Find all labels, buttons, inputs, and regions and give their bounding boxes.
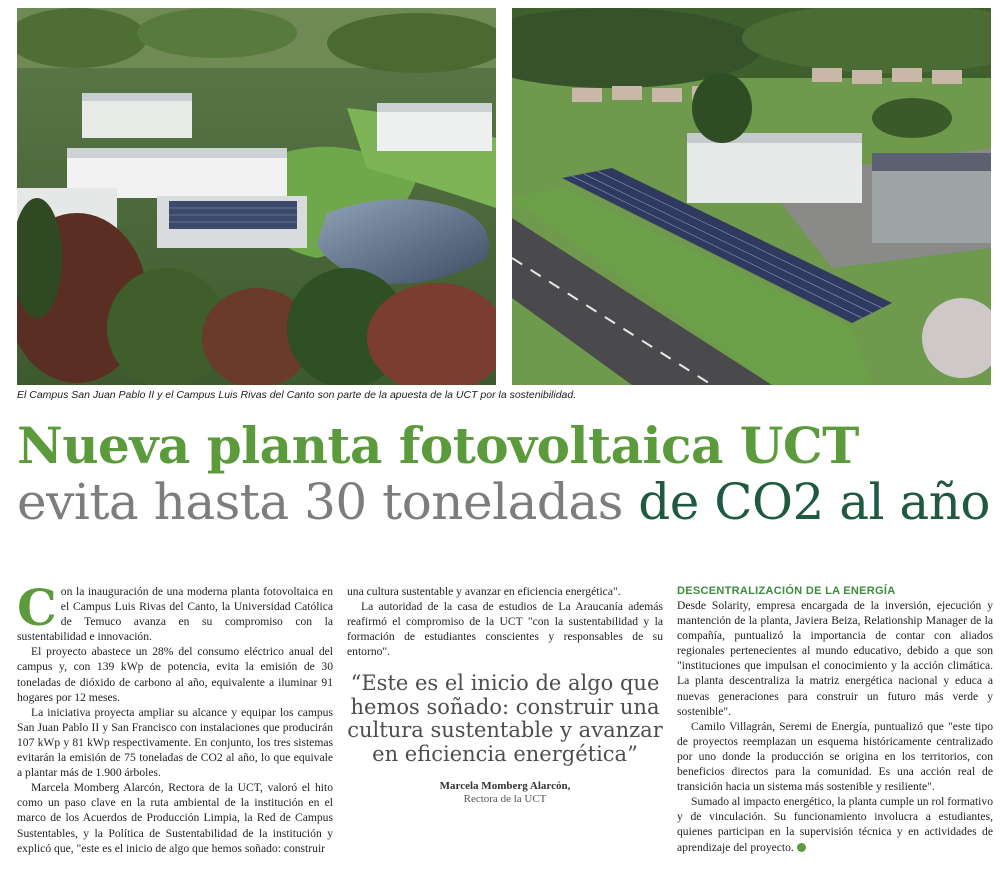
article-paragraph: Camilo Villagrán, Seremi de Energía, puntualizó que "este tipo de proyectos reemplazan un esquema históricamente centralizado por uno donde la producción se origina en los territorios, con beneficios directos para la comunidad. Es una acción real de transición hacia un sistema más sostenible y resiliente". (677, 719, 993, 794)
headline-part-3: de CO2 al año (638, 473, 991, 531)
solar-plant-aerial-photo (512, 8, 991, 385)
article-paragraph: Sumado al impacto energético, la planta cumple un rol formativo y de vinculación. Su funcionamiento involucra a estudiantes, quienes participan en la supervisión técnica y en actividades de aprendizaje del proyecto. (677, 795, 993, 854)
pull-quote-role: Rectora de la UCT (463, 793, 547, 805)
article-paragraph: El proyecto abastece un 28% del consumo eléctrico anual del campus y, con 139 kWp de potencia, evita la emisión de 30 toneladas de dióxido de carbono al año, equivalente a iluminar 91 hogares por 12 meses. (17, 645, 333, 704)
photo-caption: El Campus San Juan Pablo II y el Campus Luis Rivas del Canto son parte de la apuesta de la UCT por la sostenibilidad. (17, 389, 577, 401)
headline (17, 418, 992, 530)
pull-quote: “Este es el inicio de algo que hemos soñado: construir una cultura sustentable y avanzar en eficiencia energética” (347, 671, 663, 766)
pull-quote-author: Marcela Momberg Alarcón, (439, 780, 571, 792)
pull-quote-attribution (347, 780, 663, 806)
dropcap: C (17, 578, 57, 637)
article-column-1 (17, 578, 333, 856)
article-column-2 (347, 584, 663, 659)
article-paragraph: Marcela Momberg Alarcón, Rectora de la UCT, valoró el hito como un paso clave en la ruta ambiental de la institución en el marco de los Acuerdos de Producción Limpia, la Red de Campus Sustentables, y la Política de Sustentabilidad de la institución y explicó que, "este es el inicio de algo que hemos soñado: construir (17, 781, 333, 855)
article-paragraph: La autoridad de la casa de estudios de La Araucanía además reafirmó el compromiso de la UCT "con la sustentabilidad y la formación de estudiantes conscientes y responsables de su entorno". (347, 600, 663, 659)
article-paragraph: Con la inauguración de una moderna planta fotovoltaica en el Campus Luis Rivas del Canto, la Universidad Católica de Temuco avanza en su compromiso con la sustentabilidad e innovación. (17, 578, 333, 644)
article-paragraph: La iniciativa proyecta ampliar su alcance y equipar los campus San Juan Pablo II y San Francisco con instalaciones que producirán 107 kWp y 81 kWp respectivamente. En conjunto, los tres sistemas evitarán la emisión de 75 toneladas de CO2 al año, lo que equivale a plantar más de 1.900 árboles. (17, 705, 333, 780)
headline-part-2: evita hasta 30 toneladas (17, 473, 639, 531)
article-paragraph: Desde Solarity, empresa encargada de la inversión, ejecución y mantención de la planta, Javiera Beiza, Relationship Manager de la compañía, puntualizó la importancia de contar con aliados regionales pertenecientes al mundo educativo, debido a que son "instituciones que impulsan el conocimiento y la acción climática. La planta descentraliza la matriz energética nacional y educa a nuevas generaciones para construir un futuro más verde y sostenible". (677, 599, 993, 718)
headline-part-1: Nueva planta fotovoltaica UCT (17, 416, 859, 475)
end-mark-icon (797, 843, 806, 852)
section-heading: DESCENTRALIZACIÓN DE LA ENERGÍA (677, 585, 896, 597)
article-column-3 (677, 584, 993, 855)
article-paragraph: una cultura sustentable y avanzar en eficiencia energética". (347, 585, 621, 598)
campus-aerial-photo (17, 8, 496, 385)
